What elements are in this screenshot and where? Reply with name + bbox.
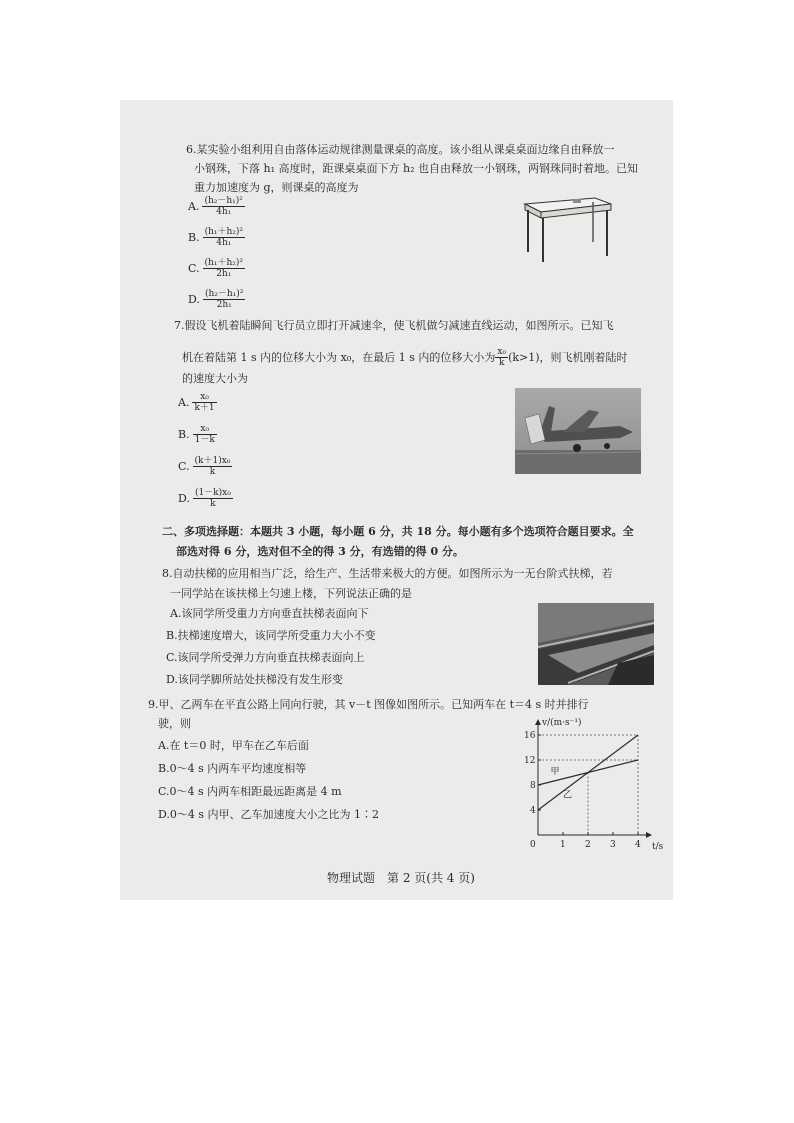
series-label: 甲: [550, 766, 560, 777]
desk-illustration: [515, 190, 615, 266]
y-tick-label: 8: [530, 781, 536, 791]
q8-option-b: B.扶梯速度增大，该同学所受重力大小不变: [166, 629, 376, 642]
x-tick-label: 1: [560, 840, 566, 850]
q7-option-b: B. $\frac{\text{x₀}}{1-k}$: [178, 424, 215, 446]
q6-option-d: D. $\frac{\text{(h₂－h₁)²}}{\text{2h₁}}$: [188, 289, 244, 311]
section2-line2: 部选对得 6 分，选对但不全的得 3 分，有选错的得 0 分。: [176, 545, 464, 558]
q9-option-a: A.在 t＝0 时，甲车在乙车后面: [158, 739, 309, 752]
q6-line3: 重力加速度为 g，则课桌的高度为: [194, 181, 359, 194]
page-footer: 物理试题 第 2 页(共 4 页): [327, 871, 475, 885]
q9-option-d: D.0～4 s 内甲、乙车加速度大小之比为 1∶2: [158, 808, 380, 821]
q9-line1: 9.甲、乙两车在平直公路上同向行驶，其 v－t 图像如图所示。已知两车在 t＝4 s 时并排行: [148, 698, 589, 711]
x-tick-label: 2: [585, 840, 591, 850]
q6-option-a: A. $\frac{\text{(h₂－h₁)²}}{\text{4h₁}}$: [188, 196, 243, 218]
y-tick-label: 4: [530, 806, 536, 816]
q7-line1: 7.假设飞机着陆瞬间飞行员立即打开减速伞，使飞机做匀减速直线运动，如图所示。已知飞: [174, 319, 614, 332]
y-axis-arrow-icon: [535, 719, 541, 725]
q6-line2: 小钢珠，下落 h₁ 高度时，距课桌桌面下方 h₂ 也自由释放一小钢珠，两钢珠同时着地。已知: [194, 162, 638, 175]
q6-option-b: B. $\frac{\text{(h₁＋h₂)²}}{\text{4h₁}}$: [188, 227, 244, 249]
section2-line1: 二、多项选择题：本题共 3 小题，每小题 6 分，共 18 分。每小题有多个选项符合题目要求。全: [162, 525, 634, 538]
q6-line1: 6.某实验小组利用自由落体运动规律测量课桌的高度。该小组从课桌桌面边缘自由释放一: [186, 143, 615, 156]
x-axis-label: t/s: [652, 842, 664, 852]
q7-option-d: D. $\frac{\text{(1－k)x₀}}{k}$: [178, 488, 231, 510]
q9-option-c: C.0～4 s 内两车相距最远距离是 4 m: [158, 785, 342, 798]
q6-option-c: C. $\frac{\text{(h₁＋h₂)²}}{\text{2h₁}}$: [188, 258, 243, 280]
q9-line2: 驶，则: [158, 717, 191, 730]
x-axis-arrow-icon: [646, 832, 652, 838]
y-tick-label: 12: [524, 756, 536, 766]
q8-option-c: C.该同学所受弹力方向垂直扶梯表面向上: [166, 651, 365, 664]
q9-option-b: B.0～4 s 内两车平均速度相等: [158, 762, 307, 775]
x-tick-label: 4: [635, 840, 641, 850]
vt-chart: [520, 716, 670, 854]
q8-option-a: A.该同学所受重力方向垂直扶梯表面向下: [170, 607, 369, 620]
q8-line1: 8.自动扶梯的应用相当广泛，给生产、生活带来极大的方便。如图所示为一无台阶式扶梯，若: [162, 567, 613, 580]
y-axis-label: v/(m·s⁻¹): [542, 718, 582, 728]
series-label: 乙: [563, 790, 573, 801]
escalator-photo: [538, 603, 654, 685]
airplane-photo: [515, 388, 641, 474]
y-tick-label: 16: [524, 731, 536, 741]
x-tick-label: 3: [610, 840, 616, 850]
q8-line2: 一同学站在该扶梯上匀速上楼，下列说法正确的是: [170, 587, 412, 600]
origin-label: 0: [530, 840, 536, 850]
q7-option-c: C. $\frac{\text{(k＋1)x₀}}{k}$: [178, 456, 231, 478]
q7-option-a: A. $\frac{\text{x₀}}{k+1}$: [178, 392, 215, 414]
q7-line3: 的速度大小为: [182, 372, 248, 385]
q7-line2: 机在着陆第 1 s 内的位移大小为 x₀，在最后 1 s 内的位移大小为 $\frac{\text{x₀}}{k}$ (k>1)，则飞机刚着陆时: [182, 347, 628, 369]
steel-ball-icon: [573, 199, 581, 203]
q8-option-d: D.该同学脚所站处扶梯没有发生形变: [166, 673, 343, 686]
